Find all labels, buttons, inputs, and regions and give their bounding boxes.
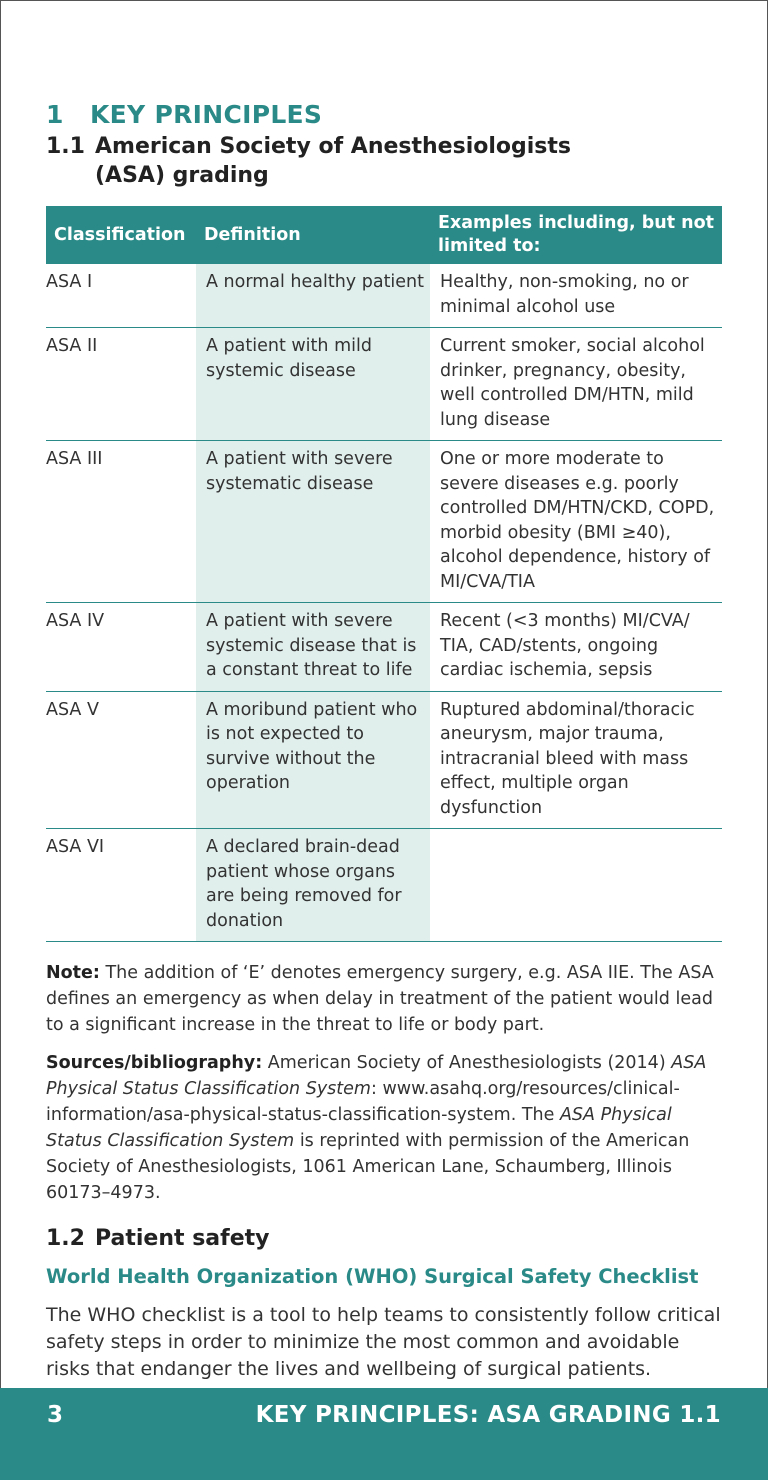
subsection-number: 1.1 [46, 134, 85, 159]
cell-classification: ASA V [46, 691, 196, 829]
who-checklist-heading: World Health Organization (WHO) Surgical Safety Checklist [46, 1265, 699, 1288]
table-row [46, 264, 722, 328]
cell-definition: A patient with mild systemic disease [196, 328, 430, 441]
cell-examples: Ruptured abdominal/thoracic aneurysm, major trauma, intracranial bleed with mass effect, multiple organ dysfunction [430, 691, 722, 829]
sources-paragraph [46, 1050, 722, 1206]
sources-text-2: : www.asahq.org/resources/clinical-information/asa-physical-status-classification-system. The [46, 1079, 680, 1125]
section-number: 1 [46, 100, 64, 129]
cell-classification: ASA III [46, 441, 196, 603]
cell-classification: ASA IV [46, 603, 196, 692]
note-label: Note: [46, 963, 100, 983]
note-text: The addition of ‘E’ denotes emergency surgery, e.g. ASA IIE. The ASA defines an emergency as when delay in treatment of the patient would lead to a significant increase in the threat to life or body part. [46, 963, 714, 1035]
header-definition: Definition [196, 206, 430, 264]
cell-examples: Recent (<3 months) MI/CVA/ TIA, CAD/stents, ongoing cardiac ischemia, sepsis [430, 603, 722, 692]
cell-definition: A moribund patient who is not expected to survive without the operation [196, 691, 430, 829]
table-row [46, 328, 722, 441]
cell-classification: ASA I [46, 264, 196, 328]
asa-grading-table [46, 206, 722, 942]
table-row [46, 441, 722, 603]
section-heading [46, 100, 722, 130]
table-row [46, 603, 722, 692]
sources-text-1: American Society of Anesthesiologists (2014) [267, 1053, 666, 1073]
note-paragraph [46, 960, 722, 1038]
cell-examples: One or more moderate to severe diseases e.g. poorly controlled DM/HTN/CKD, COPD, morbid obesity (BMI ≥40), alcohol dependence, history of MI/CVA/TIA [430, 441, 722, 603]
cell-definition: A declared brain-dead patient whose organs are being removed for donation [196, 829, 430, 942]
cell-examples: Healthy, non-smoking, no or minimal alcohol use [430, 264, 722, 328]
subsection-title: Patient safety [95, 1226, 270, 1251]
page-content [46, 100, 722, 1383]
cell-examples: Current smoker, social alcohol drinker, pregnancy, obesity, well controlled DM/HTN, mild lung disease [430, 328, 722, 441]
sources-italic-2: ASA Physical Status Classification System [46, 1105, 672, 1151]
running-title: KEY PRINCIPLES: ASA GRADING 1.1 [255, 1402, 721, 1428]
sources-text-3: is reprinted with permission of the American Society of Anesthesiologists, 1061 American Lane, Schaumberg, Illinois 60173–4973. [46, 1131, 690, 1203]
cell-definition: A patient with severe systematic disease [196, 441, 430, 603]
header-classification: Classification [46, 206, 196, 264]
cell-definition: A normal healthy patient [196, 264, 430, 328]
subsection-title: American Society of Anesthesiologists (ASA) grading [95, 134, 571, 188]
cell-examples [430, 829, 722, 942]
page-number: 3 [47, 1402, 64, 1428]
sources-italic-1: ASA Physical Status Classification System [46, 1053, 707, 1099]
subsection-number: 1.2 [46, 1226, 85, 1251]
section-title: KEY PRINCIPLES [90, 100, 323, 129]
header-examples: Examples including, but not limited to: [430, 206, 722, 264]
subsection-heading-asa [46, 132, 722, 190]
table-row [46, 691, 722, 829]
subsection-heading-safety [46, 1226, 722, 1251]
who-checklist-text: The WHO checklist is a tool to help teams to consistently follow critical safety steps in order to minimize the most common and avoidable risks that endanger the lives and wellbeing of surgical patients. [46, 1304, 721, 1380]
cell-classification: ASA VI [46, 829, 196, 942]
cell-definition: A patient with severe systemic disease that is a constant threat to life [196, 603, 430, 692]
page-footer [0, 1388, 768, 1480]
cell-classification: ASA II [46, 328, 196, 441]
table-row [46, 829, 722, 942]
sources-label: Sources/bibliography: [46, 1053, 263, 1073]
table-header-row [46, 206, 722, 264]
